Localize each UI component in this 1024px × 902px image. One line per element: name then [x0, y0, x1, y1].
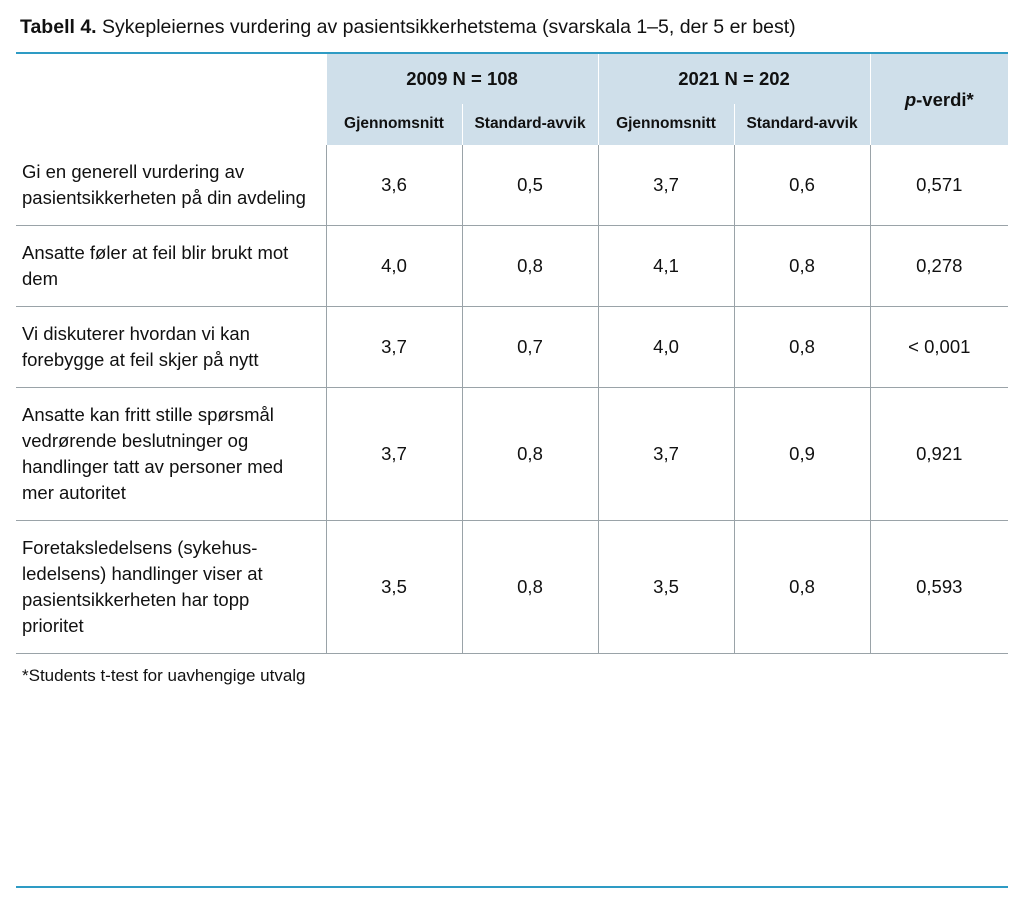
cell-p-value: 0,921	[870, 388, 1008, 521]
cell-sd-2021: 0,9	[734, 388, 870, 521]
cell-mean-2009: 3,7	[326, 307, 462, 388]
cell-mean-2021: 3,7	[598, 388, 734, 521]
caption-text: Sykepleiernes vurdering av pasientsikkerhetstema (svarskala 1–5, der 5 er best)	[96, 16, 796, 38]
cell-mean-2009: 3,5	[326, 521, 462, 654]
header-item-blank	[16, 54, 326, 145]
header-group-2009: 2009 N = 108	[326, 54, 598, 104]
cell-sd-2021: 0,8	[734, 307, 870, 388]
data-table	[16, 54, 1008, 653]
cell-mean-2021: 3,7	[598, 145, 734, 226]
header-p-rest: -verdi*	[916, 88, 974, 110]
table-head	[16, 54, 1008, 145]
row-item-label: Ansatte føler at feil blir brukt mot dem	[16, 226, 326, 307]
cell-mean-2009: 4,0	[326, 226, 462, 307]
table-body	[16, 145, 1008, 653]
cell-sd-2009: 0,5	[462, 145, 598, 226]
cell-mean-2021: 4,1	[598, 226, 734, 307]
cell-p-value: 0,571	[870, 145, 1008, 226]
cell-p-value: 0,593	[870, 521, 1008, 654]
cell-p-value: 0,278	[870, 226, 1008, 307]
row-item-label: Vi diskuterer hvordan vi kan forebygge at feil skjer på nytt	[16, 307, 326, 388]
cell-sd-2009: 0,8	[462, 226, 598, 307]
cell-sd-2009: 0,8	[462, 521, 598, 654]
header-sd-2021: Standard-avvik	[734, 104, 870, 145]
header-group-2021: 2021 N = 202	[598, 54, 870, 104]
table-row	[16, 226, 1008, 307]
cell-sd-2021: 0,8	[734, 226, 870, 307]
table-footnote: *Students t-test for uavhengige utvalg	[16, 653, 1008, 686]
row-item-label: Foretaksledelsens (sykehus-ledelsens) handlinger viser at pasientsikkerheten har topp prioritet	[16, 521, 326, 654]
table-container	[16, 52, 1008, 686]
row-item-label: Ansatte kan fritt stille spørsmål vedrørende beslutninger og handlinger tatt av personer med mer autoritet	[16, 388, 326, 521]
cell-sd-2021: 0,6	[734, 145, 870, 226]
cell-sd-2021: 0,8	[734, 521, 870, 654]
cell-mean-2021: 4,0	[598, 307, 734, 388]
table-caption	[16, 10, 1008, 52]
cell-sd-2009: 0,7	[462, 307, 598, 388]
cell-p-value: < 0,001	[870, 307, 1008, 388]
header-sd-2009: Standard-avvik	[462, 104, 598, 145]
cell-mean-2021: 3,5	[598, 521, 734, 654]
header-mean-2009: Gjennomsnitt	[326, 104, 462, 145]
header-p-italic: p	[904, 88, 917, 110]
cell-sd-2009: 0,8	[462, 388, 598, 521]
cell-mean-2009: 3,6	[326, 145, 462, 226]
bottom-rule	[16, 886, 1008, 888]
table-row	[16, 145, 1008, 226]
header-mean-2021: Gjennomsnitt	[598, 104, 734, 145]
table-row	[16, 307, 1008, 388]
caption-label: Tabell 4.	[20, 16, 97, 38]
header-p-value	[870, 54, 1008, 145]
row-item-label: Gi en generell vurdering av pasientsikkerheten på din avdeling	[22, 161, 306, 208]
table-row	[16, 521, 1008, 654]
table-row	[16, 388, 1008, 521]
cell-mean-2009: 3,7	[326, 388, 462, 521]
header-row-groups	[16, 54, 1008, 104]
